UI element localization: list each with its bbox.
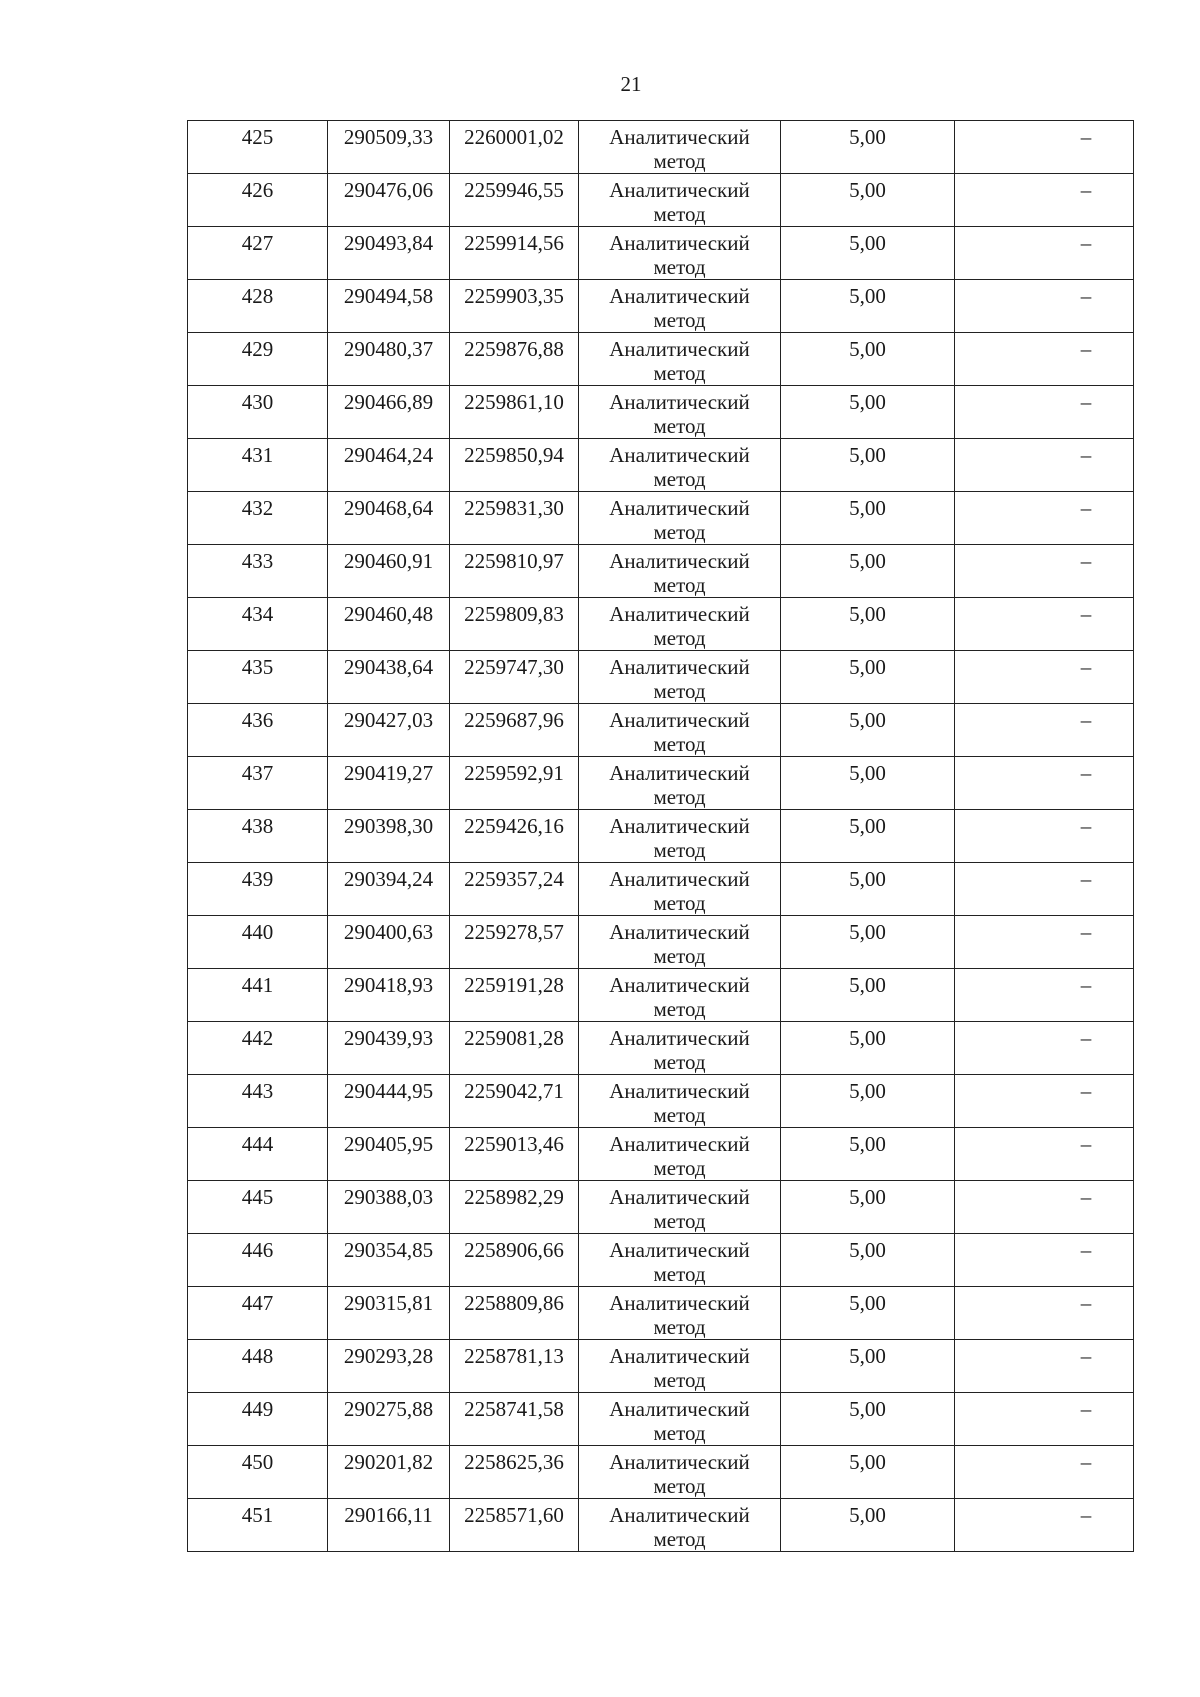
table-row bbox=[188, 1499, 1134, 1552]
x-coordinate-cell: 290354,85 bbox=[328, 1234, 450, 1287]
table-row bbox=[188, 280, 1134, 333]
note-cell: – bbox=[955, 227, 1134, 280]
error-cell: 5,00 bbox=[781, 280, 955, 333]
point-number-cell: 426 bbox=[188, 174, 328, 227]
table-row bbox=[188, 651, 1134, 704]
note-cell: – bbox=[955, 439, 1134, 492]
point-number-cell: 429 bbox=[188, 333, 328, 386]
y-coordinate-cell: 2259850,94 bbox=[450, 439, 579, 492]
note-cell: – bbox=[955, 969, 1134, 1022]
table-row bbox=[188, 1287, 1134, 1340]
error-cell: 5,00 bbox=[781, 492, 955, 545]
y-coordinate-cell: 2259861,10 bbox=[450, 386, 579, 439]
point-number-cell: 433 bbox=[188, 545, 328, 598]
method-cell: Аналитический метод bbox=[579, 757, 781, 810]
y-coordinate-cell: 2259687,96 bbox=[450, 704, 579, 757]
note-cell: – bbox=[955, 333, 1134, 386]
table-body bbox=[188, 121, 1134, 1552]
table-row bbox=[188, 598, 1134, 651]
note-cell: – bbox=[955, 492, 1134, 545]
x-coordinate-cell: 290460,48 bbox=[328, 598, 450, 651]
error-cell: 5,00 bbox=[781, 863, 955, 916]
table-row bbox=[188, 1340, 1134, 1393]
error-cell: 5,00 bbox=[781, 333, 955, 386]
y-coordinate-cell: 2259191,28 bbox=[450, 969, 579, 1022]
note-cell: – bbox=[955, 545, 1134, 598]
table-row bbox=[188, 227, 1134, 280]
y-coordinate-cell: 2259013,46 bbox=[450, 1128, 579, 1181]
error-cell: 5,00 bbox=[781, 1022, 955, 1075]
note-cell: – bbox=[955, 1022, 1134, 1075]
error-cell: 5,00 bbox=[781, 704, 955, 757]
x-coordinate-cell: 290293,28 bbox=[328, 1340, 450, 1393]
method-cell: Аналитический метод bbox=[579, 598, 781, 651]
table-row bbox=[188, 1393, 1134, 1446]
table-row bbox=[188, 333, 1134, 386]
table-row bbox=[188, 1075, 1134, 1128]
x-coordinate-cell: 290480,37 bbox=[328, 333, 450, 386]
error-cell: 5,00 bbox=[781, 1181, 955, 1234]
error-cell: 5,00 bbox=[781, 810, 955, 863]
point-number-cell: 439 bbox=[188, 863, 328, 916]
point-number-cell: 445 bbox=[188, 1181, 328, 1234]
point-number-cell: 437 bbox=[188, 757, 328, 810]
method-cell: Аналитический метод bbox=[579, 280, 781, 333]
note-cell: – bbox=[955, 1287, 1134, 1340]
y-coordinate-cell: 2260001,02 bbox=[450, 121, 579, 174]
point-number-cell: 440 bbox=[188, 916, 328, 969]
point-number-cell: 430 bbox=[188, 386, 328, 439]
note-cell: – bbox=[955, 598, 1134, 651]
table-row bbox=[188, 757, 1134, 810]
table-row bbox=[188, 545, 1134, 598]
point-number-cell: 444 bbox=[188, 1128, 328, 1181]
note-cell: – bbox=[955, 1128, 1134, 1181]
method-cell: Аналитический метод bbox=[579, 492, 781, 545]
table-row bbox=[188, 174, 1134, 227]
point-number-cell: 428 bbox=[188, 280, 328, 333]
table-row bbox=[188, 916, 1134, 969]
error-cell: 5,00 bbox=[781, 439, 955, 492]
x-coordinate-cell: 290427,03 bbox=[328, 704, 450, 757]
y-coordinate-cell: 2259042,71 bbox=[450, 1075, 579, 1128]
method-cell: Аналитический метод bbox=[579, 1128, 781, 1181]
table-row bbox=[188, 492, 1134, 545]
error-cell: 5,00 bbox=[781, 386, 955, 439]
method-cell: Аналитический метод bbox=[579, 545, 781, 598]
y-coordinate-cell: 2258781,13 bbox=[450, 1340, 579, 1393]
table-row bbox=[188, 704, 1134, 757]
error-cell: 5,00 bbox=[781, 598, 955, 651]
note-cell: – bbox=[955, 1393, 1134, 1446]
method-cell: Аналитический метод bbox=[579, 386, 781, 439]
point-number-cell: 425 bbox=[188, 121, 328, 174]
table-row bbox=[188, 439, 1134, 492]
error-cell: 5,00 bbox=[781, 121, 955, 174]
method-cell: Аналитический метод bbox=[579, 704, 781, 757]
note-cell: – bbox=[955, 121, 1134, 174]
method-cell: Аналитический метод bbox=[579, 810, 781, 863]
y-coordinate-cell: 2258809,86 bbox=[450, 1287, 579, 1340]
error-cell: 5,00 bbox=[781, 1234, 955, 1287]
y-coordinate-cell: 2259426,16 bbox=[450, 810, 579, 863]
point-number-cell: 436 bbox=[188, 704, 328, 757]
note-cell: – bbox=[955, 386, 1134, 439]
method-cell: Аналитический метод bbox=[579, 1075, 781, 1128]
note-cell: – bbox=[955, 651, 1134, 704]
method-cell: Аналитический метод bbox=[579, 1340, 781, 1393]
x-coordinate-cell: 290405,95 bbox=[328, 1128, 450, 1181]
note-cell: – bbox=[955, 863, 1134, 916]
point-number-cell: 450 bbox=[188, 1446, 328, 1499]
y-coordinate-cell: 2259278,57 bbox=[450, 916, 579, 969]
note-cell: – bbox=[955, 174, 1134, 227]
x-coordinate-cell: 290460,91 bbox=[328, 545, 450, 598]
method-cell: Аналитический метод bbox=[579, 1234, 781, 1287]
method-cell: Аналитический метод bbox=[579, 863, 781, 916]
table-row bbox=[188, 386, 1134, 439]
point-number-cell: 451 bbox=[188, 1499, 328, 1552]
x-coordinate-cell: 290438,64 bbox=[328, 651, 450, 704]
y-coordinate-cell: 2259946,55 bbox=[450, 174, 579, 227]
note-cell: – bbox=[955, 1499, 1134, 1552]
error-cell: 5,00 bbox=[781, 1287, 955, 1340]
y-coordinate-cell: 2259357,24 bbox=[450, 863, 579, 916]
point-number-cell: 434 bbox=[188, 598, 328, 651]
error-cell: 5,00 bbox=[781, 651, 955, 704]
point-number-cell: 446 bbox=[188, 1234, 328, 1287]
x-coordinate-cell: 290468,64 bbox=[328, 492, 450, 545]
table-row bbox=[188, 810, 1134, 863]
method-cell: Аналитический метод bbox=[579, 1287, 781, 1340]
coordinates-table bbox=[187, 120, 1134, 1552]
y-coordinate-cell: 2259810,97 bbox=[450, 545, 579, 598]
x-coordinate-cell: 290476,06 bbox=[328, 174, 450, 227]
y-coordinate-cell: 2259081,28 bbox=[450, 1022, 579, 1075]
note-cell: – bbox=[955, 810, 1134, 863]
method-cell: Аналитический метод bbox=[579, 1022, 781, 1075]
y-coordinate-cell: 2259831,30 bbox=[450, 492, 579, 545]
note-cell: – bbox=[955, 916, 1134, 969]
method-cell: Аналитический метод bbox=[579, 121, 781, 174]
error-cell: 5,00 bbox=[781, 1446, 955, 1499]
x-coordinate-cell: 290394,24 bbox=[328, 863, 450, 916]
y-coordinate-cell: 2258741,58 bbox=[450, 1393, 579, 1446]
error-cell: 5,00 bbox=[781, 227, 955, 280]
method-cell: Аналитический метод bbox=[579, 969, 781, 1022]
method-cell: Аналитический метод bbox=[579, 1446, 781, 1499]
error-cell: 5,00 bbox=[781, 1393, 955, 1446]
y-coordinate-cell: 2258982,29 bbox=[450, 1181, 579, 1234]
method-cell: Аналитический метод bbox=[579, 1181, 781, 1234]
error-cell: 5,00 bbox=[781, 1128, 955, 1181]
x-coordinate-cell: 290444,95 bbox=[328, 1075, 450, 1128]
x-coordinate-cell: 290275,88 bbox=[328, 1393, 450, 1446]
point-number-cell: 449 bbox=[188, 1393, 328, 1446]
method-cell: Аналитический метод bbox=[579, 1393, 781, 1446]
x-coordinate-cell: 290493,84 bbox=[328, 227, 450, 280]
point-number-cell: 442 bbox=[188, 1022, 328, 1075]
method-cell: Аналитический метод bbox=[579, 916, 781, 969]
x-coordinate-cell: 290201,82 bbox=[328, 1446, 450, 1499]
note-cell: – bbox=[955, 280, 1134, 333]
error-cell: 5,00 bbox=[781, 1075, 955, 1128]
error-cell: 5,00 bbox=[781, 1340, 955, 1393]
x-coordinate-cell: 290466,89 bbox=[328, 386, 450, 439]
y-coordinate-cell: 2259903,35 bbox=[450, 280, 579, 333]
x-coordinate-cell: 290509,33 bbox=[328, 121, 450, 174]
note-cell: – bbox=[955, 1340, 1134, 1393]
table-row bbox=[188, 121, 1134, 174]
x-coordinate-cell: 290419,27 bbox=[328, 757, 450, 810]
note-cell: – bbox=[955, 1234, 1134, 1287]
table-row bbox=[188, 863, 1134, 916]
error-cell: 5,00 bbox=[781, 916, 955, 969]
page-number: 21 bbox=[620, 72, 642, 96]
y-coordinate-cell: 2258625,36 bbox=[450, 1446, 579, 1499]
method-cell: Аналитический метод bbox=[579, 333, 781, 386]
point-number-cell: 435 bbox=[188, 651, 328, 704]
y-coordinate-cell: 2258906,66 bbox=[450, 1234, 579, 1287]
point-number-cell: 441 bbox=[188, 969, 328, 1022]
x-coordinate-cell: 290388,03 bbox=[328, 1181, 450, 1234]
x-coordinate-cell: 290315,81 bbox=[328, 1287, 450, 1340]
method-cell: Аналитический метод bbox=[579, 651, 781, 704]
x-coordinate-cell: 290494,58 bbox=[328, 280, 450, 333]
error-cell: 5,00 bbox=[781, 969, 955, 1022]
x-coordinate-cell: 290418,93 bbox=[328, 969, 450, 1022]
x-coordinate-cell: 290166,11 bbox=[328, 1499, 450, 1552]
method-cell: Аналитический метод bbox=[579, 227, 781, 280]
table-row bbox=[188, 1234, 1134, 1287]
y-coordinate-cell: 2259914,56 bbox=[450, 227, 579, 280]
note-cell: – bbox=[955, 1075, 1134, 1128]
method-cell: Аналитический метод bbox=[579, 174, 781, 227]
y-coordinate-cell: 2259747,30 bbox=[450, 651, 579, 704]
x-coordinate-cell: 290464,24 bbox=[328, 439, 450, 492]
point-number-cell: 443 bbox=[188, 1075, 328, 1128]
y-coordinate-cell: 2259876,88 bbox=[450, 333, 579, 386]
table-row bbox=[188, 969, 1134, 1022]
note-cell: – bbox=[955, 1181, 1134, 1234]
table-row bbox=[188, 1446, 1134, 1499]
point-number-cell: 447 bbox=[188, 1287, 328, 1340]
point-number-cell: 448 bbox=[188, 1340, 328, 1393]
note-cell: – bbox=[955, 704, 1134, 757]
method-cell: Аналитический метод bbox=[579, 1499, 781, 1552]
table-row bbox=[188, 1022, 1134, 1075]
method-cell: Аналитический метод bbox=[579, 439, 781, 492]
x-coordinate-cell: 290400,63 bbox=[328, 916, 450, 969]
x-coordinate-cell: 290398,30 bbox=[328, 810, 450, 863]
error-cell: 5,00 bbox=[781, 1499, 955, 1552]
point-number-cell: 438 bbox=[188, 810, 328, 863]
point-number-cell: 432 bbox=[188, 492, 328, 545]
y-coordinate-cell: 2259592,91 bbox=[450, 757, 579, 810]
note-cell: – bbox=[955, 1446, 1134, 1499]
table-row bbox=[188, 1128, 1134, 1181]
error-cell: 5,00 bbox=[781, 545, 955, 598]
point-number-cell: 431 bbox=[188, 439, 328, 492]
point-number-cell: 427 bbox=[188, 227, 328, 280]
y-coordinate-cell: 2258571,60 bbox=[450, 1499, 579, 1552]
error-cell: 5,00 bbox=[781, 757, 955, 810]
y-coordinate-cell: 2259809,83 bbox=[450, 598, 579, 651]
table-row bbox=[188, 1181, 1134, 1234]
x-coordinate-cell: 290439,93 bbox=[328, 1022, 450, 1075]
error-cell: 5,00 bbox=[781, 174, 955, 227]
note-cell: – bbox=[955, 757, 1134, 810]
